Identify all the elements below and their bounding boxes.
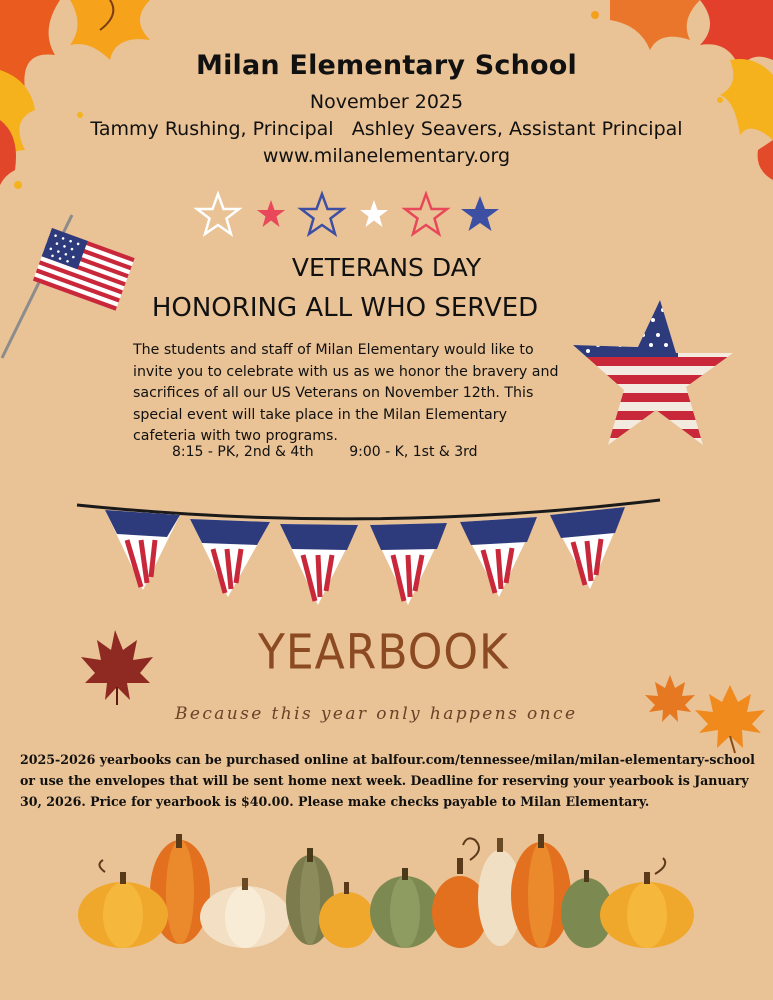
pumpkins-row-icon (75, 820, 700, 950)
us-flag-icon (0, 210, 145, 365)
principals-line: Tammy Rushing, Principal Ashley Seavers, Assistant Principal (90, 118, 683, 140)
newsletter-date: November 2025 (309, 91, 464, 113)
pumpkin-orange-right (511, 834, 571, 948)
veterans-day-description: The students and staff of Milan Elementary would like to invite you to celebrate with us as we honor the bravery and sacrifices of all our US Veterans on November 12th. This special event will take place in the Milan Elementary cafeteria with two programs. (133, 342, 559, 444)
star-blue-icon (461, 196, 499, 231)
star-red-icon (257, 200, 285, 227)
pumpkin-green-round (370, 868, 440, 948)
yearbook-tagline: Because this year only happens once (175, 704, 578, 724)
stars-row-icon (190, 190, 510, 240)
yearbook-description: 2025-2026 yearbooks can be purchased online at balfour.com/tennessee/milan/milan-elementary-school or use the envelopes that will be sent home next week. Deadline for reserving your yearbook is January 30, 2026. Price for yearbook is $40.00. Please make checks payable to Milan Elementary. (20, 752, 755, 809)
star-outline-red-icon (405, 194, 447, 234)
veterans-day-subtitle: HONORING ALL WHO SERVED (151, 293, 539, 323)
program-times: 8:15 - PK, 2nd & 4th 9:00 - K, 1st & 3rd (172, 444, 478, 460)
star-white-icon (360, 200, 388, 227)
star-outline-white-icon (197, 194, 239, 234)
bunting-flag-6 (550, 507, 625, 589)
patriotic-bunting-icon (75, 495, 665, 610)
bunting-flag-2 (190, 519, 270, 597)
website-link[interactable]: www.milanelementary.org (262, 145, 511, 167)
bunting-flag-4 (370, 523, 447, 605)
star-outline-blue-icon (301, 194, 343, 234)
flag-star-icon (568, 295, 738, 455)
pumpkin-cream (200, 878, 290, 948)
school-title: Milan Elementary School (196, 50, 577, 81)
bunting-flag-5 (460, 517, 537, 597)
pumpkin-yellow-right (600, 858, 694, 948)
veterans-day-title: VETERANS DAY (291, 253, 482, 282)
bunting-flag-3 (280, 524, 358, 605)
maple-leaf-icon (75, 625, 160, 710)
bunting-flag-1 (105, 510, 180, 590)
autumn-leaves-right-icon (645, 670, 773, 755)
yearbook-title: YEARBOOK (258, 624, 509, 681)
